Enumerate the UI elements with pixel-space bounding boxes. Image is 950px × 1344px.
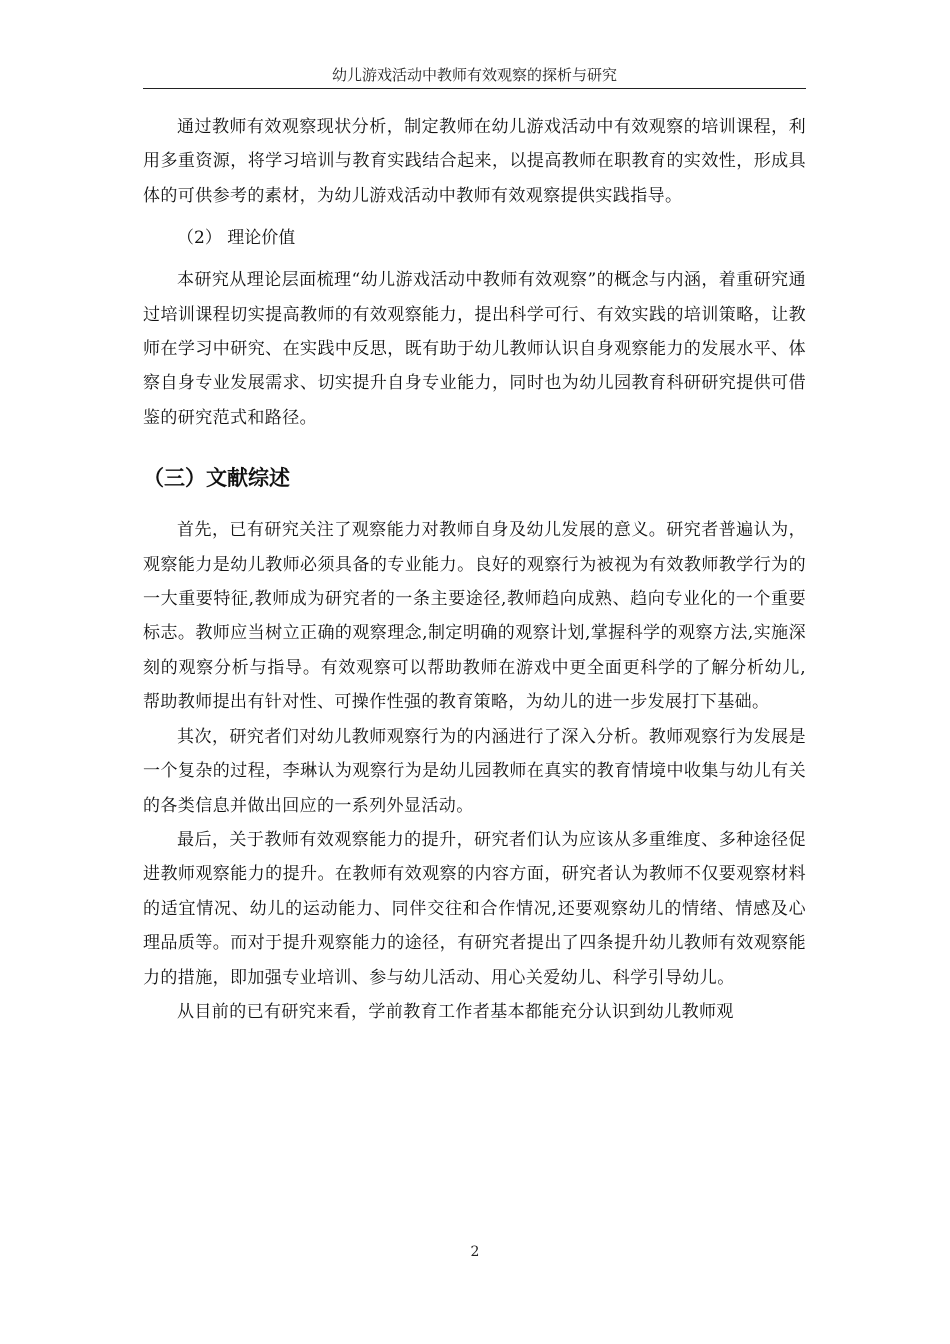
running-header: 幼儿游戏活动中教师有效观察的探析与研究	[331, 66, 617, 84]
subheading-theoretical-value: （2） 理论价值	[177, 228, 296, 249]
paragraph-current-research: 从目前的已有研究来看，学前教育工作者基本都能充分认识到幼儿教师观	[177, 1001, 734, 1022]
section-title-literature-review: （三）文献综述	[143, 466, 290, 491]
header-rule	[143, 88, 806, 89]
body-text	[143, 110, 806, 1029]
paragraph-literature-first: 首先，已有研究关注了观察能力对教师自身及幼儿发展的意义。研究者普遍认为，观察能力是幼儿教师必须具备的专业能力。良好的观察行为被视为有效教师教学行为的一大重要特征,教师成为研究者的一条主要途径,教师趋向成熟、趋向专业化的一个重要标志。教师应当树立正确的观察理念,制定明确的观察计划,掌握科学的观察方法,实施深刻的观察分析与指导。有效观察可以帮助教师在游戏中更全面更科学的了解分析幼儿,帮助教师提出有针对性、可操作性强的教育策略，为幼儿的进一步发展打下基础。	[143, 520, 806, 713]
paragraph-literature-second: 其次，研究者们对幼儿教师观察行为的内涵进行了深入分析。教师观察行为发展是一个复杂的过程，李琳认为观察行为是幼儿园教师在真实的教育情境中收集与幼儿有关的各类信息并做出回应的一系列外显活动。	[143, 726, 806, 816]
paragraph-practical-value: 通过教师有效观察现状分析，制定教师在幼儿游戏活动中有效观察的培训课程，利用多重资源，将学习培训与教育实践结合起来，以提高教师在职教育的实效性，形成具体的可供参考的素材，为幼儿游戏活动中教师有效观察提供实践指导。	[143, 117, 806, 206]
paragraph-theoretical-value: 本研究从理论层面梳理“幼儿游戏活动中教师有效观察”的概念与内涵，着重研究通过培训课程切实提高教师的有效观察能力，提出科学可行、有效实践的培训策略，让教师在学习中研究、在实践中反思，既有助于幼儿教师认识自身观察能力的发展水平、体察自身专业发展需求、切实提升自身专业能力，同时也为幼儿园教育科研研究提供可借鉴的研究范式和路径。	[143, 270, 806, 428]
paragraph-literature-last: 最后，关于教师有效观察能力的提升，研究者们认为应该从多重维度、多种途径促进教师观察能力的提升。在教师有效观察的内容方面，研究者认为教师不仅要观察材料的适宜情况、幼儿的运动能力、同伴交往和合作情况,还要观察幼儿的情绪、情感及心理品质等。而对于提升观察能力的途径，有研究者提出了四条提升幼儿教师有效观察能力的措施，即加强专业培训、参与幼儿活动、用心关爱幼儿、科学引导幼儿。	[143, 829, 806, 988]
page-number: 2	[470, 1244, 480, 1260]
